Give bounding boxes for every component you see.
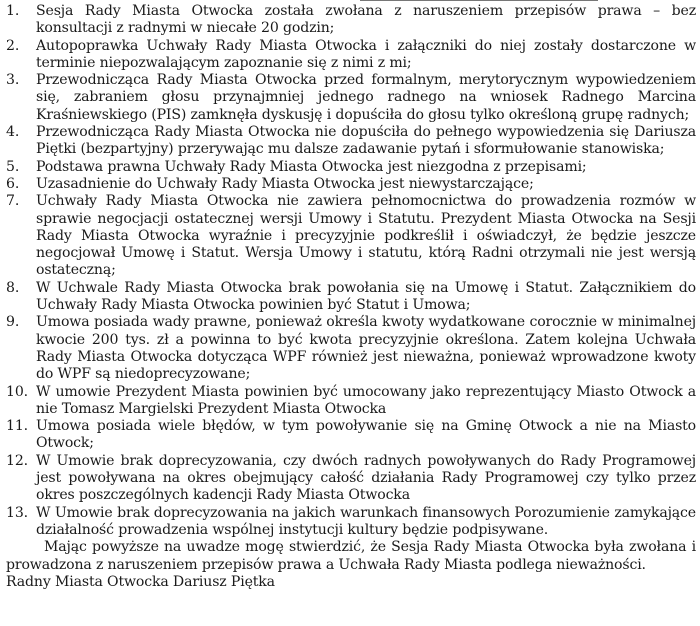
item-number: 8. [6, 279, 20, 296]
list-item [6, 505, 696, 540]
document-body [6, 3, 696, 591]
item-number: 12. [6, 452, 28, 469]
item-text: Uchwały Rady Miasta Otwocka nie zawiera pełnomocnictwa do prowadzenia rozmów w sprawie negocjacji ostatecznej wersji Umowy i Statutu. Prezydent Miasta Otwocka na Sesji Rady Miasta Otwocka wyraźnie i precyzyjnie podkreślił i oświadczył, że będzie jeszcze negocjował Umowę i Statut. Wersja Umowy i statutu, którą Radni otrzymali nie jest wersją ostateczną; [36, 193, 696, 279]
list-item [6, 384, 696, 419]
list-item [6, 124, 696, 159]
item-text: W Umowie brak doprecyzowania, czy dwóch radnych powoływanych do Rady Programowej jest powoływana na okres obejmujący całość działania Rady Programowej czy tylko przez okres poszczególnych kadencji Rady Miasta Otwocka [36, 452, 696, 504]
list-item [6, 72, 696, 124]
item-number: 1. [6, 3, 20, 19]
list-item [6, 3, 696, 38]
closing-paragraph: Mając powyższe na uwadze mogę stwierdzić, że Sesja Rady Miasta Otwocka była zwołana i prowadzona z naruszeniem przepisów prawa a Uchwała Rady Miasta podlega nieważności. [6, 539, 696, 573]
list-item [6, 280, 696, 315]
top-rule [360, 0, 598, 1]
list-item [6, 193, 696, 279]
signature-line: Radny Miasta Otwocka Dariusz Piętka [6, 573, 275, 590]
objections-list [6, 3, 696, 539]
item-number: 5. [6, 158, 20, 175]
item-number: 7. [6, 193, 20, 210]
item-text: Autopoprawka Uchwały Rady Miasta Otwocka i załączniki do niej zostały dostarczone w terminie niepozwalającym zapoznanie się z nimi z mi; [36, 37, 696, 71]
list-item [6, 159, 696, 176]
item-text: Umowa posiada wady prawne, ponieważ określa kwoty wydatkowane corocznie w minimalnej kwocie 200 tys. zł a powinna to być kwota precyzyjnie określona. Zatem kolejna Uchwała Rady Miasta Otwocka dotycząca WPF również jest nieważna, ponieważ wprowadzone kwoty do WPF są niedoprecyzowane; [36, 314, 696, 383]
list-item [6, 176, 696, 193]
item-number: 4. [6, 124, 20, 141]
item-number: 13. [6, 504, 28, 521]
item-number: 6. [6, 175, 20, 192]
item-text: Przewodnicząca Rady Miasta Otwocka przed formalnym, merytorycznym wypowiedzeniem się, zabraniem głosu przynajmniej jednego radnego na wniosek Radnego Marcina Kraśniewskiego (PIS) zamknęła dyskusję i dopuściła do głosu tylko określoną grupę radnych; [36, 72, 696, 123]
list-item [6, 314, 696, 383]
list-item [6, 38, 696, 73]
item-text: W Uchwale Rady Miasta Otwocka brak powołania się na Umowę i Statut. Załącznikiem do Uchwały Rady Miasta Otwocka powinien być Statut i Umowa; [36, 279, 696, 314]
list-item [6, 453, 696, 505]
item-text: Umowa posiada wiele błędów, w tym powoływanie się na Gminę Otwock a nie na Miasto Otwock; [36, 418, 696, 452]
item-number: 11. [6, 418, 28, 435]
item-text: W Umowie brak doprecyzowania na jakich warunkach finansowych Porozumienie zamykające działalność prowadzenia wspólnej instytucji kultury będzie podpisywane. [36, 504, 696, 538]
item-text: W umowie Prezydent Miasta powinien być umocowany jako reprezentujący Miasto Otwock a nie Tomasz Margielski Prezydent Miasta Otwocka [36, 383, 696, 417]
item-text: Sesja Rady Miasta Otwocka została zwołana z naruszeniem przepisów prawa – bez konsultacji z radnymi w niecałe 20 godzin; [36, 3, 696, 37]
item-text: Podstawa prawna Uchwały Rady Miasta Otwocka jest niezgodna z przepisami; [36, 158, 587, 175]
item-text: Przewodnicząca Rady Miasta Otwocka nie dopuściła do pełnego wypowiedzenia się Dariusza Piętki (bezpartyjny) przerywając mu dalsze zadawanie pytań i sformułowanie stanowiska; [36, 124, 696, 158]
item-number: 9. [6, 314, 20, 331]
item-number: 10. [6, 383, 28, 400]
item-number: 3. [6, 72, 20, 89]
item-text: Uzasadnienie do Uchwały Rady Miasta Otwocka jest niewystarczające; [36, 175, 534, 192]
item-number: 2. [6, 37, 20, 54]
list-item [6, 418, 696, 453]
